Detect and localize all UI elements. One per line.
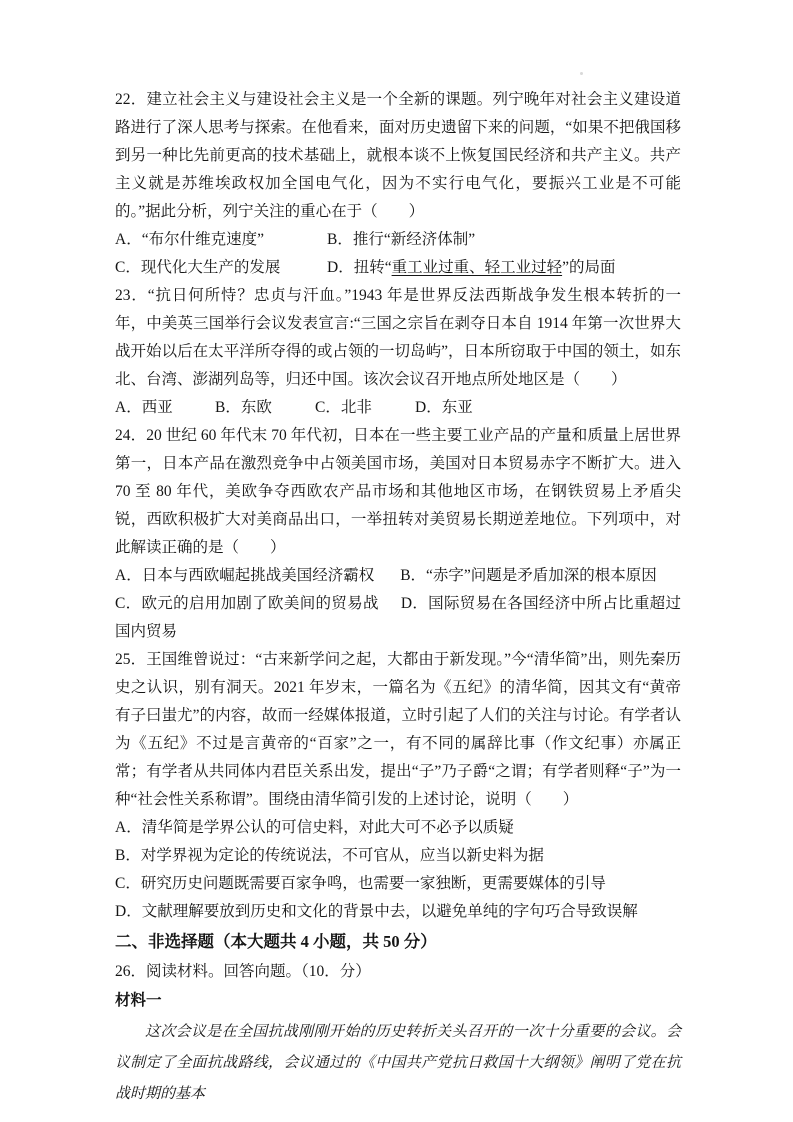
question-25-option-b: B．对学界视为定论的传统说法，不可官从，应当以新史料为据 bbox=[115, 847, 544, 864]
question-26-intro: 26．阅读材料。回答向题。（10．分） bbox=[115, 963, 371, 980]
material-one-text: 这次会议是在全国抗战刚刚开始的历史转折关头召开的一次十分重要的会议。会议制定了全面抗战路线，会议通过的《中国共产党抗日救国十大纲领》阐明了党在抗战时期的基本 bbox=[115, 1024, 681, 1102]
question-24-option-a: A．日本与西欧崛起挑战美国经济霸权 bbox=[115, 567, 375, 584]
question-23 bbox=[115, 282, 681, 422]
question-22-option-c: C．现代化大生产的发展 bbox=[115, 259, 281, 276]
question-23-option-d: D．东亚 bbox=[415, 399, 473, 416]
question-23-option-b: B．东欧 bbox=[215, 399, 272, 416]
question-22-option-b: B．推行“新经济体制” bbox=[327, 231, 476, 248]
question-23-options-row bbox=[115, 394, 681, 422]
question-25-stem: 25．王国维曾说过：“古来新学问之起，大都由于新发现。”今“清华简”出，则先秦历史之认识，别有洞天。2021 年岁末，一篇名为《五纪》的清华简，因其文有“黄帝有子曰蚩尤”的内容，故而一经媒体报道，立时引起了人们的关注与讨论。有学者认为《五纪》不过是言黄帝的“百家”之一，有不同的属辞比事（作文纪事）亦属正常；有学者从共同体内君臣关系出发，提出“子”乃子爵“之谓；有学者则释“子”为一种“社会性关系称谓”。围绕由清华简引发的上述讨论，说明（ ） bbox=[115, 651, 681, 808]
material-one-label: 材料一 bbox=[115, 992, 162, 1009]
question-22-option-d-suffix: ”的局面 bbox=[562, 259, 616, 276]
question-23-option-c: C．北非 bbox=[315, 399, 372, 416]
question-25-option-d: D．文献理解要放到历史和文化的背景中去，以避免单纯的字句巧合导致误解 bbox=[115, 903, 638, 920]
question-22-option-d-prefix: D．扭转“ bbox=[327, 259, 392, 276]
question-22-option-d-underlined-phrase: 重工业过重、轻工业过轻 bbox=[391, 259, 563, 276]
question-26 bbox=[115, 958, 681, 1110]
section-two-heading: 二、非选择题（本大题共 4 小题，共 50 分） bbox=[115, 932, 437, 951]
scan-artifact-dot bbox=[580, 72, 583, 75]
question-25 bbox=[115, 646, 681, 926]
question-23-option-a: A．西亚 bbox=[115, 399, 173, 416]
question-24-option-c: C．欧元的启用加剧了欧美间的贸易战 bbox=[115, 595, 379, 612]
question-25-option-a: A．清华简是学界公认的可信史料，对此大可不必予以质疑 bbox=[115, 819, 514, 836]
question-22-option-a: A．“布尔什维克速度” bbox=[115, 231, 264, 248]
question-22-options-row-2 bbox=[115, 254, 681, 282]
question-24 bbox=[115, 422, 681, 646]
question-24-stem: 24．20 世纪 60 年代末 70 年代初，日本在一些主要工业产品的产量和质量上居世界第一，日本产品在激烈竞争中占领美国市场，美国对日本贸易赤字不断扩大。进入 70 至 80 年代，美欧争夺西欧农产品市场和其他地区市场，在钢铁贸易上矛盾尖锐，西欧积极扩大对美商品出口，一举扭转对美贸易长期逆差地位。下列项中，对此解读正确的是（ ） bbox=[115, 427, 681, 556]
question-24-option-d: D．国际贸易在各国经济中所占比重超过国内贸易 bbox=[115, 595, 681, 640]
question-22-options-row-1 bbox=[115, 226, 681, 254]
question-24-options-row-2 bbox=[115, 590, 681, 646]
question-25-option-c: C．研究历史问题既需要百家争鸣，也需要一家独断，更需要媒体的引导 bbox=[115, 875, 606, 892]
question-24-option-b: B．“赤字”问题是矛盾加深的根本原因 bbox=[400, 567, 657, 584]
exam-content bbox=[115, 86, 681, 1110]
question-22 bbox=[115, 86, 681, 282]
question-22-stem: 22．建立社会主义与建设社会主义是一个全新的课题。列宁晚年对社会主义建设道路进行了深人思考与探索。在他看来，面对历史遗留下来的问题，“如果不把俄国移到另一种比先前更高的技术基础上，就根本谈不上恢复国民经济和共产主义。共产主义就是苏维埃政权加全国电气化，因为不实行电气化，要振兴工业是不可能的。”据此分析，列宁关注的重心在于（ ） bbox=[115, 91, 681, 220]
question-23-stem: 23．“抗日何所恃？忠贞与汗血。”1943 年是世界反法西斯战争发生根本转折的一年，中美英三国举行会议发表宣言:“三国之宗旨在剥夺日本自 1914 年第一次世界大战开始以后在太平洋所夺得的或占领的一切岛屿”，日本所窃取于中国的领土，如东北、台湾、澎湖列岛等，归还中国。该次会议召开地点所处地区是（ ） bbox=[115, 287, 681, 388]
question-24-options-row-1 bbox=[115, 562, 681, 590]
question-22-option-d bbox=[327, 254, 615, 282]
